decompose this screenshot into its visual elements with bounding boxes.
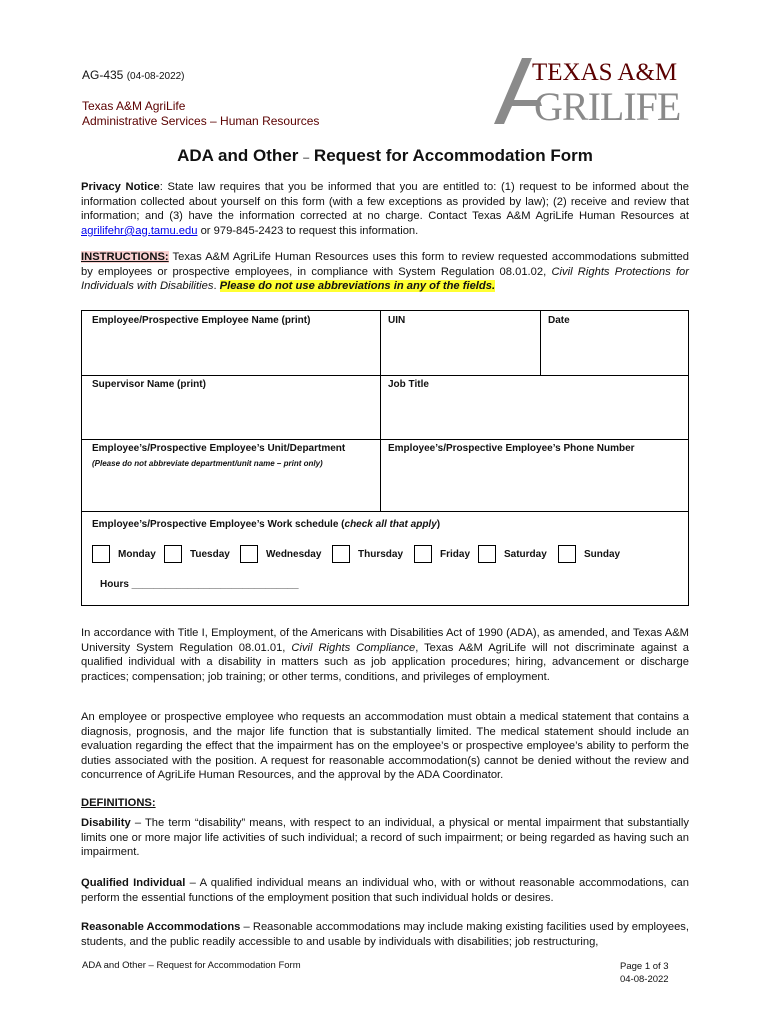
- page-title: ADA and Other – Request for Accommodation Form: [177, 146, 593, 165]
- tuesday-label: Tuesday: [190, 549, 230, 560]
- hr-email-link[interactable]: agrilifehr@ag.tamu.edu: [81, 224, 198, 237]
- hours-field[interactable]: Hours ______________________________: [100, 579, 299, 590]
- instructions: INSTRUCTIONS: Texas A&M AgriLife Human Resources uses this form to review requested accommodations submitted by employees or prospective employees, in compliance with System Regulation 08.01.02, Civil Rights Protections for Individuals with Disabilities. Please do not use abbreviations in any of the fields.: [81, 251, 690, 293]
- uin-field[interactable]: [382, 329, 538, 373]
- friday-checkbox[interactable]: [414, 545, 432, 563]
- form-date: (04-08-2022): [126, 71, 185, 82]
- agrilife-logo: [488, 54, 720, 128]
- date-field[interactable]: [542, 329, 686, 373]
- thursday-label: Thursday: [358, 549, 404, 560]
- privacy-notice: Privacy Notice: State law requires that you be informed that you are entitled to: (1) request to be informed about the information collected about yourself on this form (with a few exceptions as provided by law); (2) receive and review that information; and (3) have the information corrected at no charge. Contact Texas A&M AgriLife Human Resources at agrilifehr@ag.tamu.edu or 979-845-2423 to request this information.: [81, 181, 689, 237]
- monday-label: Monday: [118, 549, 156, 560]
- saturday-checkbox[interactable]: [478, 545, 496, 563]
- name-field[interactable]: [84, 329, 378, 373]
- job-title-field[interactable]: [382, 393, 686, 437]
- uin-field-label: UIN: [388, 315, 406, 326]
- monday-checkbox[interactable]: [92, 545, 110, 563]
- unit-field-sublabel: (Please do not abbreviate department/unit name – print only): [92, 459, 323, 468]
- sunday-checkbox[interactable]: [558, 545, 576, 563]
- thursday-checkbox[interactable]: [332, 545, 350, 563]
- employee-info-form: [81, 310, 689, 606]
- saturday-label: Saturday: [504, 549, 547, 560]
- ada-compliance-paragraph: In accordance with Title I, Employment, of the Americans with Disabilities Act of 1990 (ADA), as amended, and Texas A&M University System Regulation 08.01.01, Civil Rights Compliance, Texas A&M AgriLife will not discriminate against a qualified individual with a disability in matters such as job application procedures; hiring, advancement or discharge practices; compensation; job training; or other terms, conditions, and privileges of employment.: [81, 627, 689, 683]
- phone-field-label: Employee’s/Prospective Employee’s Phone Number: [388, 443, 635, 454]
- date-field-label: Date: [548, 315, 570, 326]
- name-field-label: Employee/Prospective Employee Name (print): [92, 315, 311, 326]
- definition-qualified-individual: Qualified Individual – A qualified individual means an individual who, with or without reasonable accommodations, can perform the essential functions of the employment position that such individual holds or desires.: [81, 877, 689, 904]
- definition-disability: Disability – The term “disability” means, with respect to an individual, a physical or mental impairment that substantially limits one or more major life activities of such individual; a record of such impairment; or being regarded as having such an impairment.: [81, 817, 689, 859]
- privacy-label: Privacy Notice: [81, 181, 160, 193]
- wednesday-checkbox[interactable]: [240, 545, 258, 563]
- wednesday-label: Wednesday: [266, 549, 322, 560]
- org-name: Texas A&M AgriLife: [82, 99, 186, 113]
- form-code: [82, 68, 185, 82]
- medical-statement-paragraph: An employee or prospective employee who requests an accommodation must obtain a medical statement that contains a diagnosis, prognosis, and the major life function that is substantially limited. The medical statement should include an evaluation regarding the effect that the impairment has on the employee’s or prospective employee’s ability to perform the duties associated with the position. A request for reasonable accommodation(s) cannot be denied without the review and concurrence of AgriLife Human Resources, and the approval by the ADA Coordinator.: [81, 711, 689, 782]
- footer-date: 04-08-2022: [620, 974, 669, 985]
- sunday-label: Sunday: [584, 549, 621, 560]
- unit-field-label: Employee’s/Prospective Employee’s Unit/Department: [92, 443, 346, 454]
- instructions-label: INSTRUCTIONS:: [81, 251, 169, 263]
- definitions-heading: DEFINITIONS:: [81, 797, 156, 809]
- supervisor-field[interactable]: [84, 393, 378, 437]
- phone-field[interactable]: [382, 457, 686, 509]
- logo-text-bottom: GRILIFE: [534, 84, 681, 128]
- tuesday-checkbox[interactable]: [164, 545, 182, 563]
- footer-page-info: [620, 960, 669, 986]
- unit-field[interactable]: [84, 471, 378, 509]
- definition-reasonable-accommodations: Reasonable Accommodations – Reasonable accommodations may include making existing facilities used by employees, students, and the public readily accessible to and usable by individuals with disabilities; job restructuring,: [81, 921, 690, 948]
- org-department: Administrative Services – Human Resources: [82, 114, 320, 128]
- logo-text-top: TEXAS A&M: [532, 59, 678, 86]
- job-title-field-label: Job Title: [388, 379, 429, 390]
- supervisor-field-label: Supervisor Name (print): [92, 379, 206, 390]
- work-schedule-label: Employee’s/Prospective Employee’s Work schedule (check all that apply): [92, 519, 441, 530]
- form-code-text: AG-435: [82, 68, 124, 82]
- page-number: Page 1 of 3: [620, 961, 669, 972]
- footer-form-title: ADA and Other – Request for Accommodation Form: [82, 960, 301, 971]
- friday-label: Friday: [440, 549, 471, 560]
- no-abbreviations-note: Please do not use abbreviations in any of the fields.: [219, 280, 496, 293]
